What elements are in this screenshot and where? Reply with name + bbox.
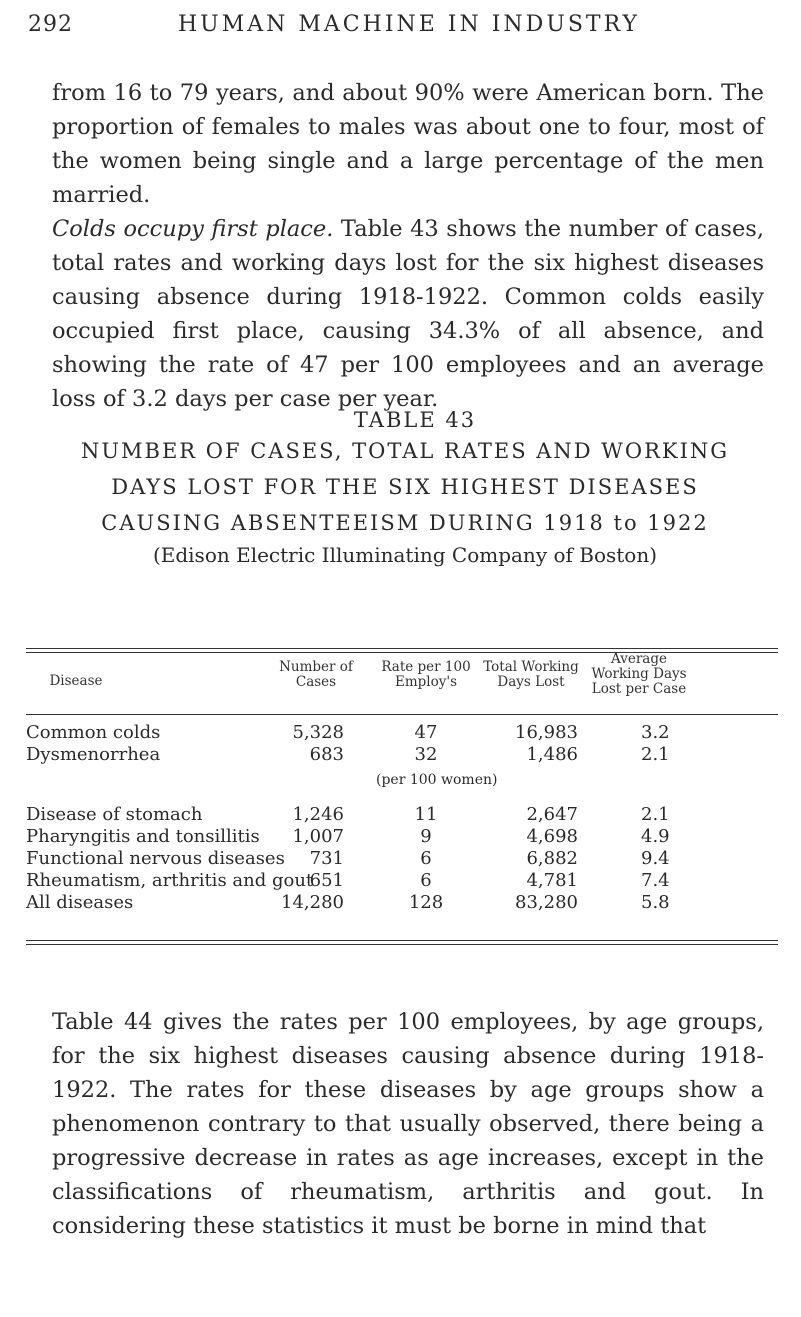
table-row	[26, 848, 778, 870]
table-title-line-1: NUMBER OF CASES, TOTAL RATES AND WORKING	[80, 439, 730, 463]
cell-disease: Functional nervous diseases	[26, 848, 285, 869]
cell-rate: 47	[414, 722, 438, 743]
cell-cases: 5,328	[292, 722, 344, 743]
page-number: 292	[28, 12, 73, 37]
cell-average-days: 2.1	[641, 804, 670, 825]
table-source: (Edison Electric Illuminating Company of Boston)	[152, 543, 658, 567]
cell-cases: 731	[309, 848, 344, 869]
table-label: TABLE 43	[353, 408, 477, 432]
table-row	[26, 826, 778, 848]
table-bottom-rule-double	[26, 944, 778, 945]
cell-rate: 128	[408, 892, 444, 913]
cell-total-days: 16,983	[515, 722, 578, 743]
cell-disease: All diseases	[26, 892, 134, 913]
column-header-total-days: Total Working Days Lost	[483, 659, 579, 690]
cell-total-days: 2,647	[526, 804, 578, 825]
table-header-rule	[26, 714, 778, 715]
column-header-rate: Rate per 100 Employ's	[381, 659, 471, 690]
cell-total-days: 4,698	[526, 826, 578, 847]
cell-cases: 651	[309, 870, 344, 891]
cell-total-days: 1,486	[526, 744, 578, 765]
paragraph-age-groups: Table 44 gives the rates per 100 employees, by age groups, for the six highest diseases causing absence during 1918-1922. The rates for these diseases by age groups show a phenomenon contrary to that usually observed, there being a progressive decrease in rates as age increases, except in the classifications of rheumatism, arthritis and gout. In considering these statistics it must be borne in mind that	[52, 1009, 764, 1239]
cell-disease: Rheumatism, arthritis and gout	[26, 870, 314, 891]
table-note-row	[26, 766, 778, 804]
cell-disease: Dysmenorrhea	[26, 744, 161, 765]
cell-cases: 14,280	[281, 892, 344, 913]
cell-rate: 32	[414, 744, 438, 765]
rate-note: (per 100 women)	[376, 772, 498, 788]
cell-disease: Disease of stomach	[26, 804, 203, 825]
paragraph-colds	[52, 212, 764, 416]
running-title: HUMAN MACHINE IN INDUSTRY	[178, 12, 641, 37]
table-body	[26, 722, 778, 914]
cell-average-days: 3.2	[641, 722, 670, 743]
column-header-cases: Number of Cases	[279, 659, 353, 690]
cell-rate: 9	[420, 826, 432, 847]
cell-total-days: 6,882	[526, 848, 578, 869]
cell-average-days: 2.1	[641, 744, 670, 765]
cell-average-days: 4.9	[641, 826, 670, 847]
paragraph-lead: Colds occupy first place.	[52, 216, 334, 242]
table-row-total	[26, 892, 778, 914]
table-row	[26, 870, 778, 892]
cell-cases: 1,007	[292, 826, 344, 847]
cell-disease: Common colds	[26, 722, 161, 743]
paragraph-intro: from 16 to 79 years, and about 90% were American born. The proportion of females to males was about one to four, most of the women being single and a large percentage of the men married.	[52, 80, 764, 208]
table-row	[26, 744, 778, 766]
cell-total-days: 4,781	[526, 870, 578, 891]
cell-cases: 1,246	[292, 804, 344, 825]
table-heading	[40, 408, 770, 570]
cell-cases: 683	[309, 744, 344, 765]
table-bottom-rule	[26, 940, 778, 941]
cell-average-days: 7.4	[641, 870, 670, 891]
cell-total-days: 83,280	[515, 892, 578, 913]
column-header-average-days: Average Working Days Lost per Case	[591, 651, 687, 697]
paragraph-body: Table 43 shows the number of cases, total rates and working days lost for the six highest diseases causing absence during 1918-1922. Common colds easily occupied first place, causing 34.3% of all absence, and showing the rate of 47 per 100 employees and an average loss of 3.2 days per case per year.	[52, 216, 764, 412]
table-row	[26, 804, 778, 826]
cell-rate: 6	[420, 848, 432, 869]
table-title-line-3: CAUSING ABSENTEEISM DURING 1918 to 1922	[101, 511, 709, 535]
cell-disease: Pharyngitis and tonsillitis	[26, 826, 260, 847]
table-title-line-2: DAYS LOST FOR THE SIX HIGHEST DISEASES	[111, 475, 699, 499]
cell-average-days: 5.8	[641, 892, 670, 913]
cell-average-days: 9.4	[641, 848, 670, 869]
cell-rate: 6	[420, 870, 432, 891]
column-header-disease: Disease	[49, 673, 103, 689]
cell-rate: 11	[414, 804, 438, 825]
table-row	[26, 722, 778, 744]
table-top-rule	[26, 648, 778, 649]
